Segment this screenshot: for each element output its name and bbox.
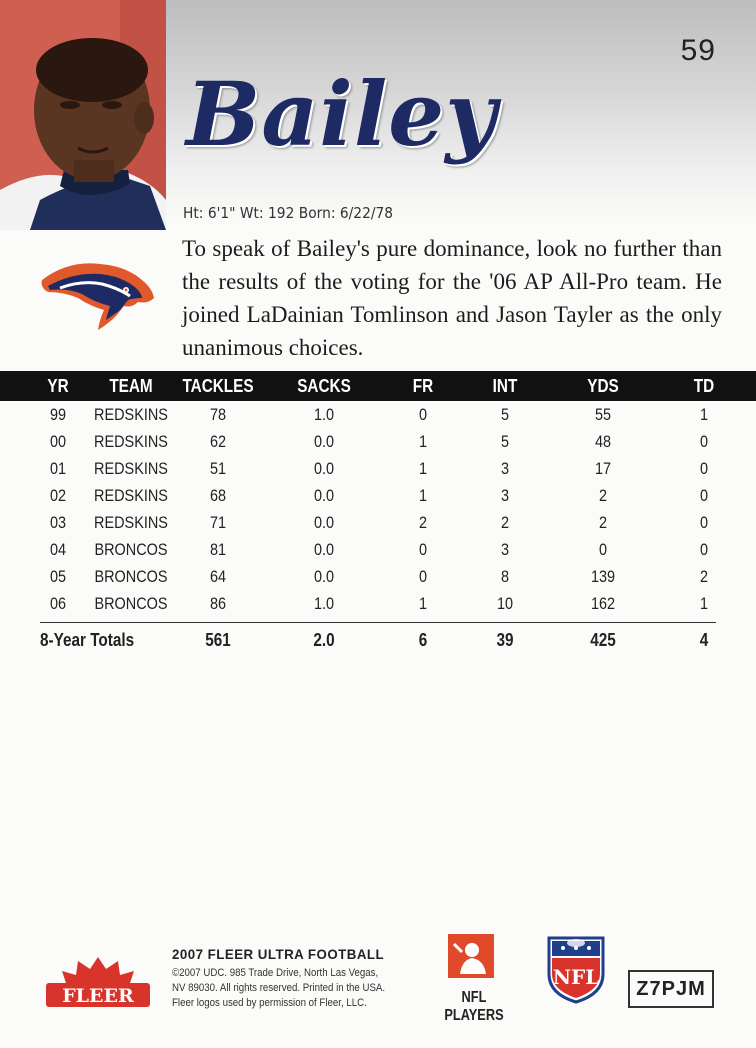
cell-int: 10 — [496, 593, 514, 613]
cell-team: BRONCOS — [94, 593, 168, 613]
cell-tackles: 81 — [209, 539, 227, 559]
cell-tackles: 86 — [209, 593, 227, 613]
cell-int: 3 — [500, 539, 510, 559]
cell-int: 3 — [500, 458, 510, 478]
cell-tackles: 71 — [209, 512, 227, 532]
player-photo — [0, 0, 166, 230]
cell-td: 1 — [699, 404, 709, 424]
cell-yds: 139 — [590, 566, 616, 586]
cell-yr: 03 — [49, 512, 67, 532]
cell-td: 2 — [699, 566, 709, 586]
cell-fr: 1 — [418, 593, 428, 613]
table-row — [0, 401, 756, 428]
cell-fr: 0 — [418, 404, 428, 424]
cell-td: 0 — [699, 512, 709, 532]
cell-tackles: 51 — [209, 458, 227, 478]
fleer-logo — [42, 955, 154, 1016]
table-row — [0, 455, 756, 482]
player-bio-line: Ht: 6'1" Wt: 192 Born: 6/22/78 — [183, 204, 394, 222]
cell-int: 8 — [500, 566, 510, 586]
table-row — [0, 536, 756, 563]
header-td: TD — [693, 375, 715, 396]
player-blurb: To speak of Bailey's pure dominance, look no further than the results of the voting for the '06 AP All-Pro team. He joined LaDainian Tomlinson and Jason Tayler as the only unanimous choices. — [182, 236, 722, 360]
cell-sacks: 0.0 — [313, 512, 335, 532]
cell-team: BRONCOS — [94, 539, 168, 559]
cell-yds: 48 — [594, 431, 612, 451]
table-row — [0, 563, 756, 590]
totals-fr: 6 — [418, 629, 428, 650]
table-row — [0, 482, 756, 509]
cell-td: 0 — [699, 431, 709, 451]
footer-title: 2007 FLEER ULTRA FOOTBALL — [172, 946, 385, 962]
nfl-shield-logo — [545, 934, 607, 1009]
header-team: TEAM — [109, 375, 153, 396]
broncos-horse-icon — [38, 258, 156, 337]
cell-td: 0 — [699, 485, 709, 505]
header-tackles: TACKLES — [182, 375, 254, 396]
totals-divider — [40, 622, 716, 623]
header-sacks: SACKS — [297, 375, 351, 396]
nfl-players-label: NFL PLAYERS — [444, 989, 504, 1024]
fleer-logo-text: FLEER — [62, 985, 134, 1007]
cell-team: REDSKINS — [94, 431, 168, 451]
cell-fr: 0 — [418, 539, 428, 559]
totals-yds: 425 — [590, 629, 616, 650]
cell-tackles: 78 — [209, 404, 227, 424]
cell-yds: 17 — [594, 458, 612, 478]
cell-yds: 2 — [598, 485, 608, 505]
cell-sacks: 1.0 — [313, 404, 335, 424]
cell-yr: 06 — [49, 593, 67, 613]
cell-fr: 1 — [418, 485, 428, 505]
cell-tackles: 68 — [209, 485, 227, 505]
totals-sacks: 2.0 — [313, 629, 335, 650]
cell-yr: 04 — [49, 539, 67, 559]
cell-team: BRONCOS — [94, 566, 168, 586]
cell-tackles: 64 — [209, 566, 227, 586]
table-row — [0, 428, 756, 455]
header-yds: YDS — [587, 375, 619, 396]
header-int: INT — [492, 375, 518, 396]
cell-fr: 1 — [418, 431, 428, 451]
cell-td: 0 — [699, 539, 709, 559]
cell-yds: 2 — [598, 512, 608, 532]
cell-sacks: 0.0 — [313, 566, 335, 586]
cell-yr: 01 — [49, 458, 67, 478]
card-number: 59 — [680, 34, 716, 67]
cell-int: 5 — [500, 404, 510, 424]
totals-int: 39 — [496, 629, 514, 650]
table-row — [0, 509, 756, 536]
card-code: Z7PJM — [628, 970, 714, 1008]
cell-yds: 162 — [590, 593, 616, 613]
footer-legal: ©2007 UDC. 985 Trade Drive, North Las Vegas, NV 89030. All rights reserved. Printed in the USA. Fleer logos used by permission of Fleer, LLC. — [172, 967, 386, 1009]
cell-sacks: 0.0 — [313, 485, 335, 505]
cell-team: REDSKINS — [94, 512, 168, 532]
cell-team: REDSKINS — [94, 485, 168, 505]
cell-yds: 0 — [598, 539, 608, 559]
totals-tackles: 561 — [205, 629, 231, 650]
cell-td: 0 — [699, 458, 709, 478]
nfl-shield-text: NFL — [552, 965, 600, 989]
cell-team: REDSKINS — [94, 458, 168, 478]
cell-tackles: 62 — [209, 431, 227, 451]
totals-td: 4 — [699, 629, 709, 650]
cell-sacks: 0.0 — [313, 458, 335, 478]
cell-yds: 55 — [594, 404, 612, 424]
stats-table — [0, 371, 756, 617]
totals-row — [0, 625, 756, 655]
cell-int: 3 — [500, 485, 510, 505]
header-yr: YR — [47, 375, 69, 396]
cell-td: 1 — [699, 593, 709, 613]
cell-sacks: 0.0 — [313, 539, 335, 559]
cell-yr: 00 — [49, 431, 67, 451]
cell-team: REDSKINS — [94, 404, 168, 424]
cell-yr: 02 — [49, 485, 67, 505]
cell-fr: 0 — [418, 566, 428, 586]
player-name: Bailey — [186, 62, 498, 166]
totals-label: 8-Year Totals — [40, 629, 135, 650]
nfl-players-logo — [432, 932, 516, 1025]
cell-fr: 1 — [418, 458, 428, 478]
cell-sacks: 0.0 — [313, 431, 335, 451]
header-fr: FR — [412, 375, 434, 396]
cell-fr: 2 — [418, 512, 428, 532]
cell-int: 2 — [500, 512, 510, 532]
cell-yr: 99 — [49, 404, 67, 424]
table-row — [0, 590, 756, 617]
stats-header-row — [0, 371, 756, 401]
cell-yr: 05 — [49, 566, 67, 586]
cell-int: 5 — [500, 431, 510, 451]
cell-sacks: 1.0 — [313, 593, 335, 613]
